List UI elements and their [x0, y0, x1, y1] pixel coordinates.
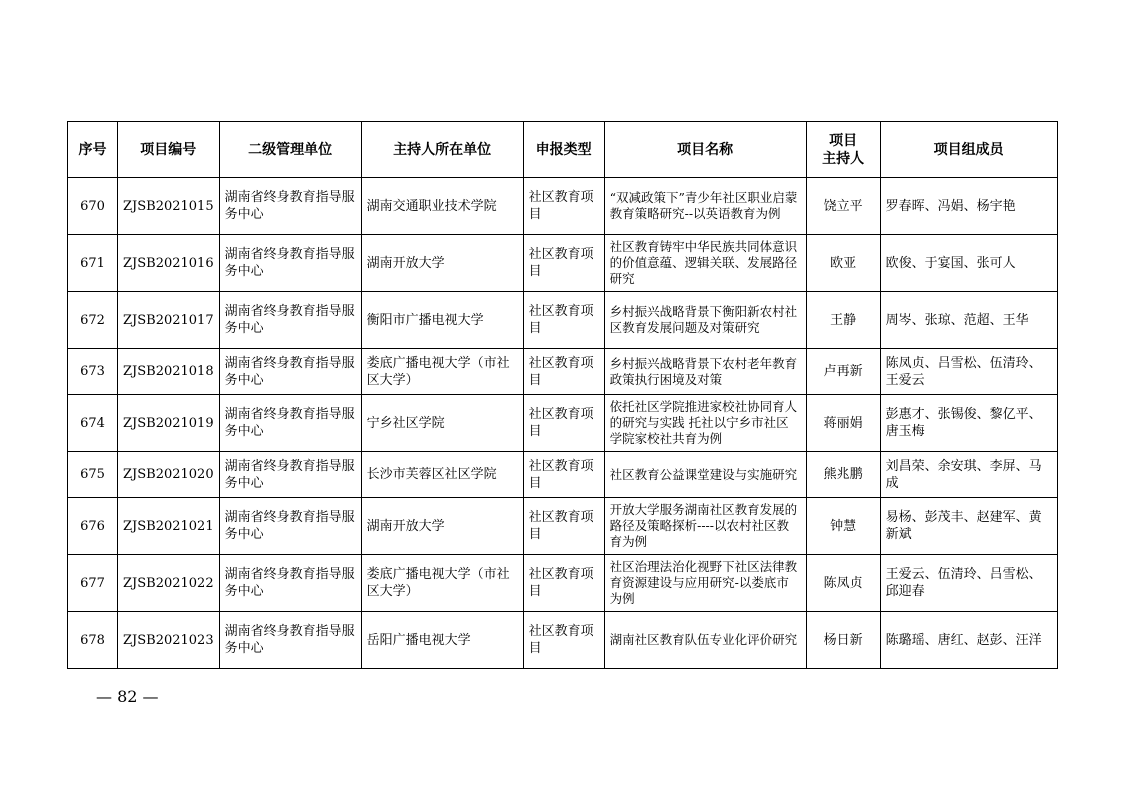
cell-code: ZJSB2021020 — [118, 452, 220, 498]
cell-members: 彭惠才、张锡俊、黎亿平、唐玉梅 — [880, 395, 1057, 452]
table-row — [68, 612, 1058, 669]
cell-members: 欧俊、于宴国、张可人 — [880, 235, 1057, 292]
table-row — [68, 555, 1058, 612]
cell-host-unit: 湖南交通职业技术学院 — [361, 178, 523, 235]
header-name: 项目名称 — [604, 122, 806, 178]
cell-type: 社区教育项目 — [523, 498, 604, 555]
cell-seq: 674 — [68, 395, 118, 452]
cell-host: 蒋丽娟 — [806, 395, 880, 452]
table-row — [68, 292, 1058, 349]
cell-members: 罗春晖、冯娟、杨宇艳 — [880, 178, 1057, 235]
cell-type: 社区教育项目 — [523, 349, 604, 395]
cell-unit: 湖南省终身教育指导服务中心 — [219, 349, 361, 395]
cell-host-unit: 宁乡社区学院 — [361, 395, 523, 452]
cell-unit: 湖南省终身教育指导服务中心 — [219, 498, 361, 555]
cell-host-unit: 长沙市芙蓉区社区学院 — [361, 452, 523, 498]
cell-host: 饶立平 — [806, 178, 880, 235]
cell-code: ZJSB2021019 — [118, 395, 220, 452]
header-unit: 二级管理单位 — [219, 122, 361, 178]
cell-members: 易杨、彭茂丰、赵建军、黄新斌 — [880, 498, 1057, 555]
cell-host-unit: 衡阳市广播电视大学 — [361, 292, 523, 349]
header-members: 项目组成员 — [880, 122, 1057, 178]
cell-type: 社区教育项目 — [523, 292, 604, 349]
cell-host: 杨日新 — [806, 612, 880, 669]
cell-seq: 675 — [68, 452, 118, 498]
cell-host-unit: 娄底广播电视大学（市社区大学） — [361, 555, 523, 612]
cell-host: 陈凤贞 — [806, 555, 880, 612]
cell-type: 社区教育项目 — [523, 178, 604, 235]
cell-host: 欧亚 — [806, 235, 880, 292]
cell-code: ZJSB2021023 — [118, 612, 220, 669]
cell-members: 陈璐瑶、唐红、赵彭、汪洋 — [880, 612, 1057, 669]
cell-seq: 673 — [68, 349, 118, 395]
cell-members: 周岑、张琼、范超、王华 — [880, 292, 1057, 349]
cell-host: 熊兆鹏 — [806, 452, 880, 498]
cell-code: ZJSB2021017 — [118, 292, 220, 349]
cell-name: 开放大学服务湖南社区教育发展的路径及策略探析----以农村社区教育为例 — [604, 498, 806, 555]
cell-host: 卢再新 — [806, 349, 880, 395]
cell-seq: 671 — [68, 235, 118, 292]
cell-seq: 670 — [68, 178, 118, 235]
cell-type: 社区教育项目 — [523, 555, 604, 612]
cell-type: 社区教育项目 — [523, 612, 604, 669]
table-row — [68, 178, 1058, 235]
cell-code: ZJSB2021018 — [118, 349, 220, 395]
cell-members: 陈凤贞、吕雪松、伍清玲、王爱云 — [880, 349, 1057, 395]
cell-members: 刘昌荣、余安琪、李屏、马成 — [880, 452, 1057, 498]
cell-seq: 676 — [68, 498, 118, 555]
cell-name: 乡村振兴战略背景下衡阳新农村社区教育发展问题及对策研究 — [604, 292, 806, 349]
table-header-row — [68, 122, 1058, 178]
page-number: — 82 — — [96, 687, 159, 706]
cell-unit: 湖南省终身教育指导服务中心 — [219, 235, 361, 292]
cell-unit: 湖南省终身教育指导服务中心 — [219, 612, 361, 669]
cell-unit: 湖南省终身教育指导服务中心 — [219, 555, 361, 612]
cell-name: “双减政策下”青少年社区职业启蒙教育策略研究--以英语教育为例 — [604, 178, 806, 235]
cell-unit: 湖南省终身教育指导服务中心 — [219, 178, 361, 235]
cell-type: 社区教育项目 — [523, 452, 604, 498]
cell-unit: 湖南省终身教育指导服务中心 — [219, 452, 361, 498]
cell-name: 社区治理法治化视野下社区法律教育资源建设与应用研究-以娄底市为例 — [604, 555, 806, 612]
header-host: 项目 主持人 — [806, 122, 880, 178]
header-seq: 序号 — [68, 122, 118, 178]
table-row — [68, 395, 1058, 452]
cell-name: 依托社区学院推进家校社协同育人的研究与实践 托社以宁乡市社区学院家校社共育为例 — [604, 395, 806, 452]
cell-host-unit: 湖南开放大学 — [361, 235, 523, 292]
cell-code: ZJSB2021015 — [118, 178, 220, 235]
table-row — [68, 452, 1058, 498]
header-type: 申报类型 — [523, 122, 604, 178]
cell-unit: 湖南省终身教育指导服务中心 — [219, 395, 361, 452]
cell-host: 钟慧 — [806, 498, 880, 555]
cell-host-unit: 湖南开放大学 — [361, 498, 523, 555]
cell-members: 王爱云、伍清玲、吕雪松、邱迎春 — [880, 555, 1057, 612]
header-host-unit: 主持人所在单位 — [361, 122, 523, 178]
cell-name: 社区教育铸牢中华民族共同体意识的价值意蕴、逻辑关联、发展路径研究 — [604, 235, 806, 292]
table-row — [68, 349, 1058, 395]
header-code: 项目编号 — [118, 122, 220, 178]
cell-host-unit: 娄底广播电视大学（市社区大学） — [361, 349, 523, 395]
cell-name: 乡村振兴战略背景下农村老年教育政策执行困境及对策 — [604, 349, 806, 395]
cell-code: ZJSB2021022 — [118, 555, 220, 612]
cell-code: ZJSB2021021 — [118, 498, 220, 555]
cell-name: 社区教育公益课堂建设与实施研究 — [604, 452, 806, 498]
project-table — [67, 121, 1058, 669]
cell-unit: 湖南省终身教育指导服务中心 — [219, 292, 361, 349]
cell-host-unit: 岳阳广播电视大学 — [361, 612, 523, 669]
table-row — [68, 235, 1058, 292]
cell-name: 湖南社区教育队伍专业化评价研究 — [604, 612, 806, 669]
cell-seq: 678 — [68, 612, 118, 669]
cell-type: 社区教育项目 — [523, 395, 604, 452]
cell-code: ZJSB2021016 — [118, 235, 220, 292]
cell-host: 王静 — [806, 292, 880, 349]
cell-seq: 672 — [68, 292, 118, 349]
cell-type: 社区教育项目 — [523, 235, 604, 292]
cell-seq: 677 — [68, 555, 118, 612]
table-row — [68, 498, 1058, 555]
